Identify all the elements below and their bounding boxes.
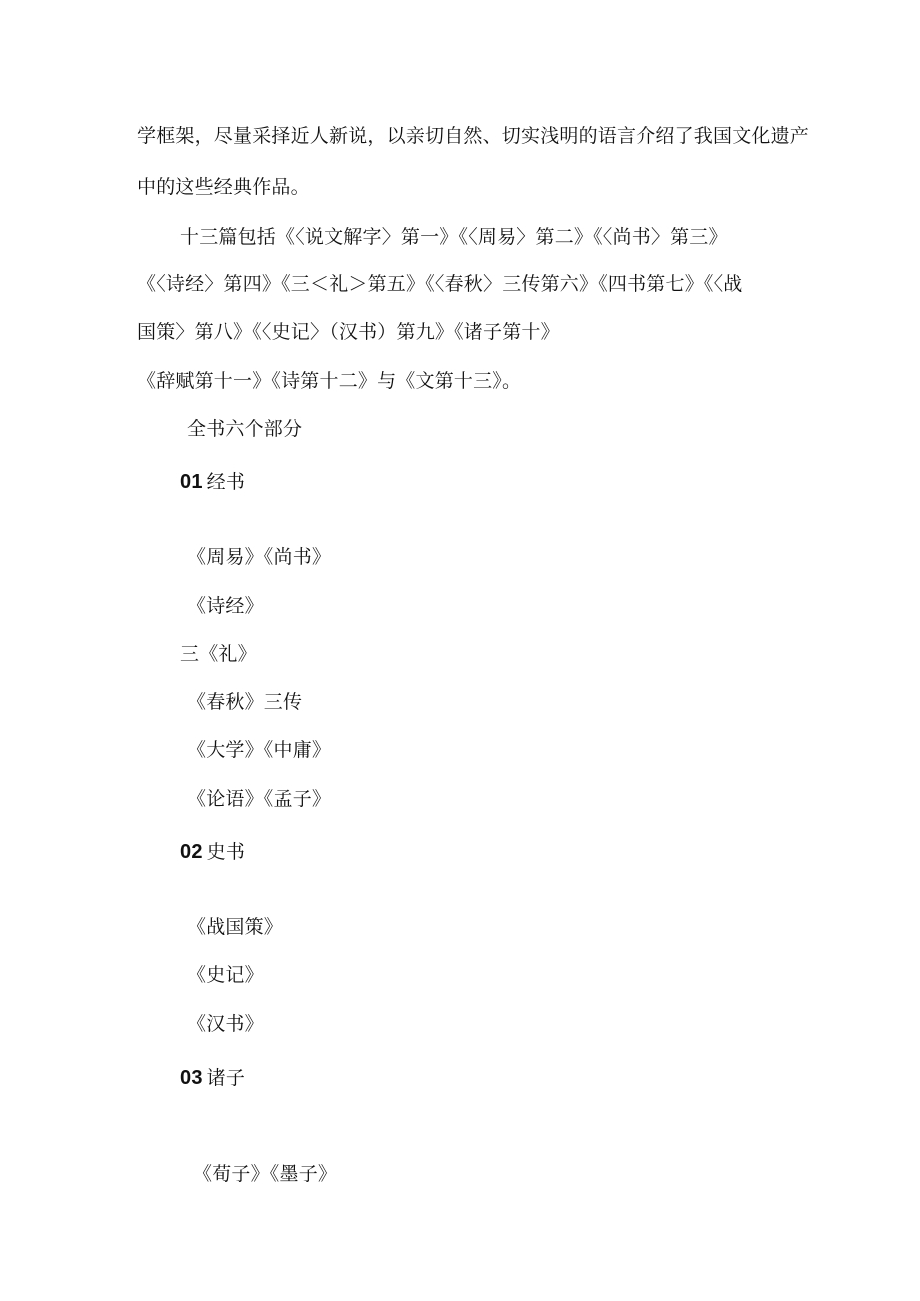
list-item: 《大学》《中庸》 <box>187 739 332 761</box>
list-item: 《战国策》 <box>187 916 284 938</box>
list-item: 《汉书》 <box>187 1013 264 1035</box>
list-item: 《春秋》三传 <box>187 691 303 713</box>
contents-paragraph-line-4: 《辞赋第十一》《诗第十二》与《文第十三》。 <box>137 370 522 392</box>
section-number: 03 <box>180 1067 203 1089</box>
parts-intro: 全书六个部分 <box>187 418 303 440</box>
section-heading-shishu <box>180 840 245 864</box>
intro-paragraph-line-2: 中的这些经典作品。 <box>137 176 310 198</box>
section-title: 史书 <box>206 841 246 863</box>
section-title: 经书 <box>206 471 246 493</box>
list-item: 《周易》《尚书》 <box>187 546 332 568</box>
section-heading-zhuzi <box>180 1066 245 1090</box>
list-item: 《史记》 <box>187 964 264 986</box>
intro-paragraph-line-1: 学框架，尽量采择近人新说，以亲切自然、切实浅明的语言介绍了我国文化遗产 <box>137 125 810 147</box>
list-item: 《论语》《孟子》 <box>187 788 332 810</box>
section-number: 01 <box>180 471 203 493</box>
list-item: 三《礼》 <box>180 643 257 665</box>
section-heading-jingshu <box>180 470 245 494</box>
contents-paragraph-line-1: 十三篇包括《〈说文解字〉第一》《〈周易〉第二》《〈尚书〉第三》 <box>180 226 728 248</box>
list-item: 《诗经》 <box>187 595 264 617</box>
section-title: 诸子 <box>206 1067 246 1089</box>
list-item: 《荀子》《墨子》 <box>193 1163 338 1185</box>
section-number: 02 <box>180 841 203 863</box>
contents-paragraph-line-2: 《〈诗经〉第四》《三＜礼＞第五》《〈春秋〉三传第六》《四书第七》《〈战 <box>137 273 743 295</box>
contents-paragraph-line-3: 国策〉第八》《〈史记〉（汉书）第九》《诸子第十》 <box>137 321 560 343</box>
